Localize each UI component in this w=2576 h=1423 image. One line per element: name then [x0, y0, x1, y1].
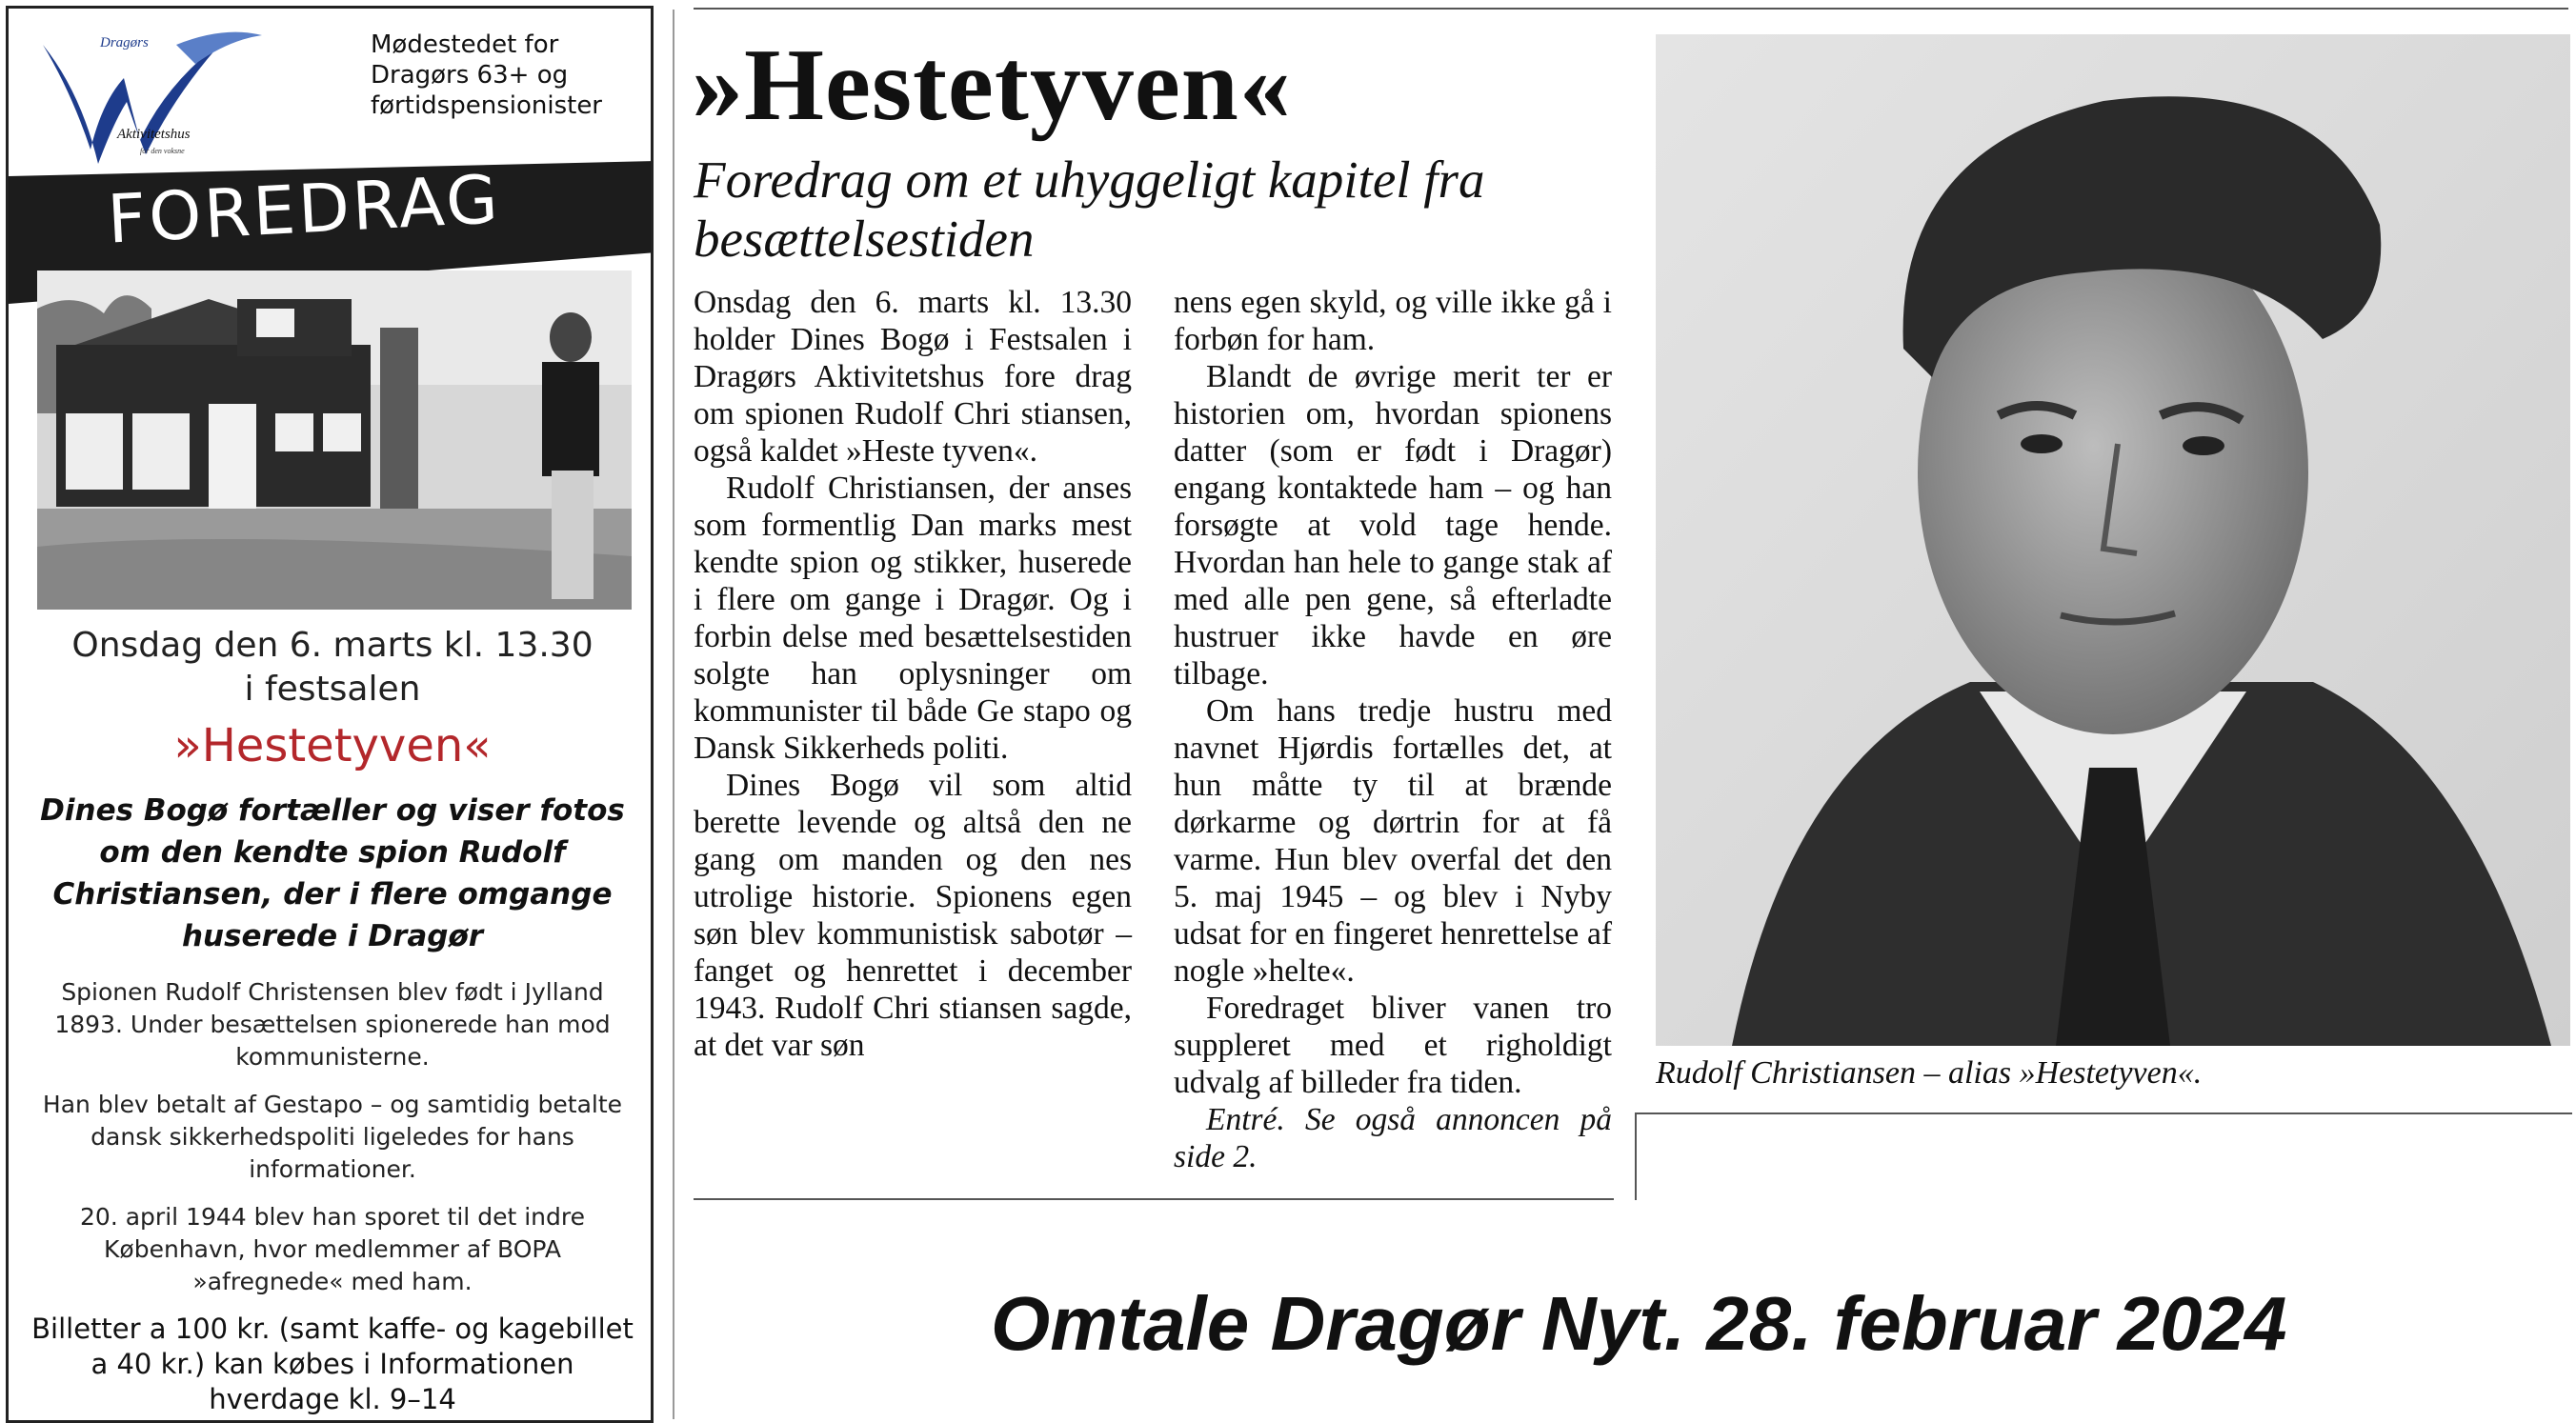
ad-panel [6, 6, 654, 1423]
ad-date-line2: i festsalen [244, 670, 421, 709]
ad-tagline: Mødestedet for Dragørs 63+ og førtidspensionister [371, 30, 603, 120]
article-column-1 [694, 284, 1132, 1064]
ad-date-line1: Onsdag den 6. marts kl. 13.30 [71, 626, 594, 665]
article-paragraph: Entré. Se også annoncen på side 2. [1174, 1102, 1612, 1174]
logo-name: Dragørs [100, 35, 149, 50]
caption-vertical-rule [1635, 1112, 1637, 1200]
article-bottom-rule [694, 1198, 1614, 1200]
article-paragraph: Om hans tredje hustru med navnet Hjørdis fortælles det, at hun måtte ty til at brænde dørkarme og dørtrin for at få varme. Hun blev overfal det den 5. maj 1945 – og blev i Nyby udsat for en fingeret henrettelse af nogle »helte«. [1174, 693, 1612, 989]
article-paragraph: Blandt de øvrige merit ter er historien om, hvordan spionens datter (som er født i Dragør) engang kontaktede ham – og han forsøgte at vold tage hende. Hvordan han hele to gange stak af med alle pen gene, så efterladte hustruer ikke havde en øre tilbage. [1174, 359, 1612, 691]
column-divider [673, 10, 674, 1419]
article-deck: Foredrag om et uhyggeligt kapitel fra besættelsestiden [694, 150, 1485, 268]
article-top-rule [694, 8, 2568, 10]
caption-rule [1635, 1112, 2572, 1114]
article-column-2 [1174, 284, 1612, 1175]
ad-date [9, 624, 654, 712]
foredrag-label: FOREDRAG [105, 160, 503, 259]
ad-paragraph-3: 20. april 1944 blev han sporet til det indre København, hvor medlemmer af BOPA »afregnede« med ham. [80, 1203, 585, 1295]
ad-tickets: Billetter a 100 kr. (samt kaffe- og kagebillet a 40 kr.) kan købes i Informationen hverdage kl. 9–14 [31, 1313, 634, 1415]
article-paragraph: Onsdag den 6. marts kl. 13.30 holder Dines Bogø i Festsalen i Dragørs Aktivitetshus fore drag om spionen Rudolf Chri stiansen, også kaldet »Heste tyven«. [694, 285, 1132, 469]
article-paragraph: Rudolf Christiansen, der anses som formentlig Dan marks mest kendte spion og stikker, huserede i flere om gange i Dragør. Og i forbin delse med besættelsestiden solgte han oplysninger om kommunister til både Ge stapo og Dansk Sikkerheds politi. [694, 471, 1132, 766]
ad-title: »Hestetyven« [173, 719, 492, 772]
logo-text: Aktivitetshus [117, 127, 191, 142]
ad-paragraph-2: Han blev betalt af Gestapo – og samtidig betalte dansk sikkerhedspoliti ligeledes for hans informationer. [42, 1091, 623, 1183]
aktivitetshus-logo [33, 26, 291, 169]
article-paragraph: nens egen skyld, og ville ikke gå i forbøn for ham. [1174, 285, 1612, 357]
article-headline: »Hestetyven« [692, 29, 1292, 142]
logo-small: for den voksne [140, 147, 185, 155]
article-paragraph: Dines Bogø vil som altid berette levende og altså den ne gang om manden og den nes utrolige historie. Spionens egen søn blev kommunistisk sabotør – fanget og henrettet i december 1943. Rudolf Chri stiansen sagde, at det var søn [694, 768, 1132, 1063]
house-photo [37, 271, 632, 610]
photo-caption: Rudolf Christiansen – alias »Hestetyven«. [1656, 1055, 2203, 1091]
article-paragraph: Foredraget bliver vanen tro suppleret med et righoldigt udvalg af billeder fra tiden. [1174, 991, 1612, 1100]
ad-paragraph-1: Spionen Rudolf Christensen blev født i Jylland 1893. Under besættelsen spionerede han mod kommunisterne. [54, 978, 611, 1071]
source-footer: Omtale Dragør Nyt. 28. februar 2024 [991, 1281, 2287, 1366]
ad-subtitle: Dines Bogø fortæller og viser fotos om den kendte spion Rudolf Christiansen, der i flere omgange huserede i Dragør [40, 793, 625, 953]
portrait-photo [1656, 34, 2570, 1046]
